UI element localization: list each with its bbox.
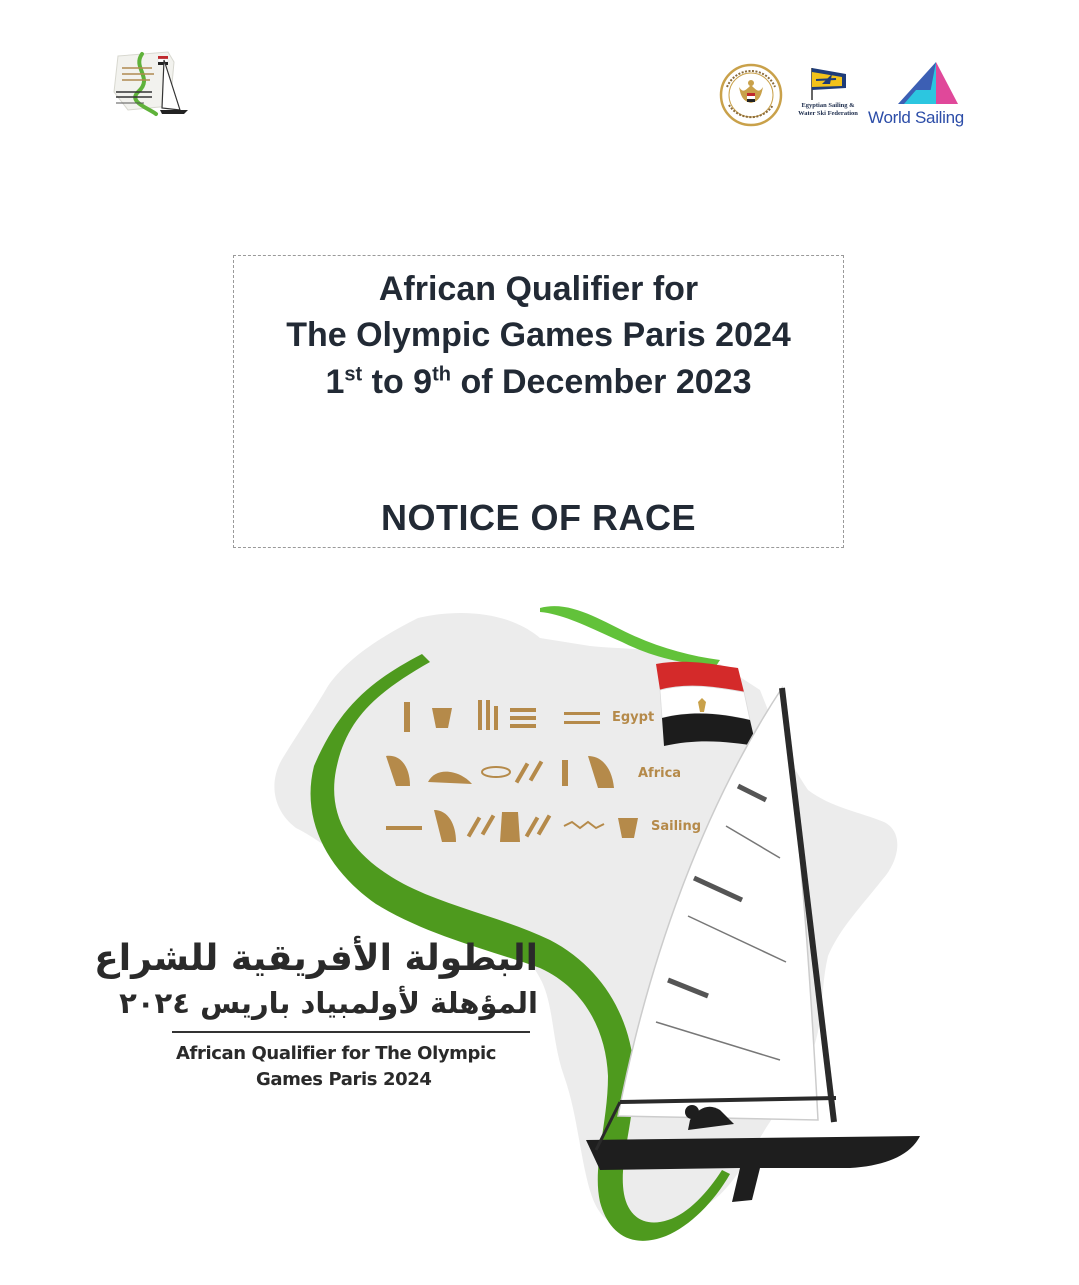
- championship-logo-icon: [104, 48, 194, 120]
- egypt-flag-icon: [656, 662, 756, 746]
- event-title-line2: The Olympic Games Paris 2024: [286, 316, 791, 354]
- title-box: [233, 255, 844, 548]
- notice-of-race-heading: NOTICE OF RACE: [380, 497, 696, 538]
- federation-logo: [792, 64, 864, 130]
- event-emblem: [94, 590, 940, 1280]
- english-title-line2: Games Paris 2024: [256, 1069, 432, 1090]
- date-middle: to 9: [362, 363, 433, 401]
- english-title-line1: African Qualifier for The Olympic: [176, 1043, 497, 1064]
- date-tail: of December 2023: [451, 363, 752, 401]
- date-start-suffix: st: [344, 363, 363, 386]
- world-sailing-text: World Sailing: [868, 108, 964, 127]
- date-end-suffix: th: [432, 363, 451, 386]
- world-sailing-sail-icon: [868, 60, 980, 108]
- date-start-number: 1: [325, 363, 345, 401]
- eagle-seal-icon: [719, 63, 783, 127]
- world-sailing-logo: [868, 60, 980, 130]
- federation-flag-icon: [792, 64, 864, 102]
- federation-name-line1: Egyptian Sailing &: [801, 102, 855, 109]
- label-africa: Africa: [638, 766, 682, 781]
- event-title-line1: African Qualifier for: [378, 270, 699, 308]
- arabic-title-line1: البطولة الأفريقية للشراع: [94, 938, 538, 979]
- label-egypt: Egypt: [612, 710, 655, 725]
- arabic-title-line2: المؤهلة لأولمبياد باريس ٢٠٢٤: [119, 986, 538, 1020]
- event-dates: [234, 362, 843, 402]
- emblem-divider: [172, 1031, 530, 1033]
- label-sailing: Sailing: [651, 819, 702, 834]
- federation-name-line2: Water Ski Federation: [798, 110, 858, 117]
